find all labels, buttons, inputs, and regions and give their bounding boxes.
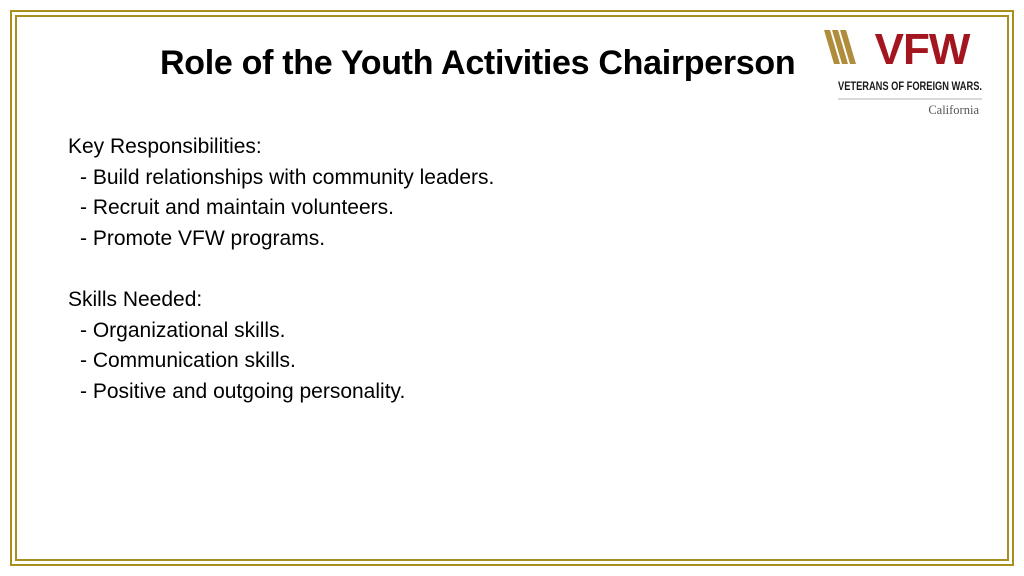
logo-wordmark: VFW (874, 25, 970, 74)
list-item: - Recruit and maintain volunteers. (80, 193, 768, 224)
section-heading: Skills Needed: (68, 287, 203, 311)
section-key-responsibilities (68, 132, 768, 254)
vfw-logo (822, 25, 994, 120)
list-item: - Promote VFW programs. (80, 224, 768, 255)
list-item: - Positive and outgoing personality. (80, 377, 768, 408)
section-heading: Key Responsibilities: (68, 135, 262, 158)
slide-body (68, 132, 768, 407)
list-item: - Organizational skills. (80, 316, 768, 347)
responsibilities-list (68, 163, 768, 255)
slide-title: Role of the Youth Activities Chairperson (160, 44, 796, 82)
logo-region: California (928, 103, 979, 117)
list-item: - Build relationships with community leaders. (80, 163, 768, 194)
skills-list (68, 316, 768, 408)
logo-tagline: VETERANS OF FOREIGN WARS. (838, 81, 982, 93)
list-item: - Communication skills. (80, 346, 768, 377)
section-skills-needed (68, 285, 768, 407)
